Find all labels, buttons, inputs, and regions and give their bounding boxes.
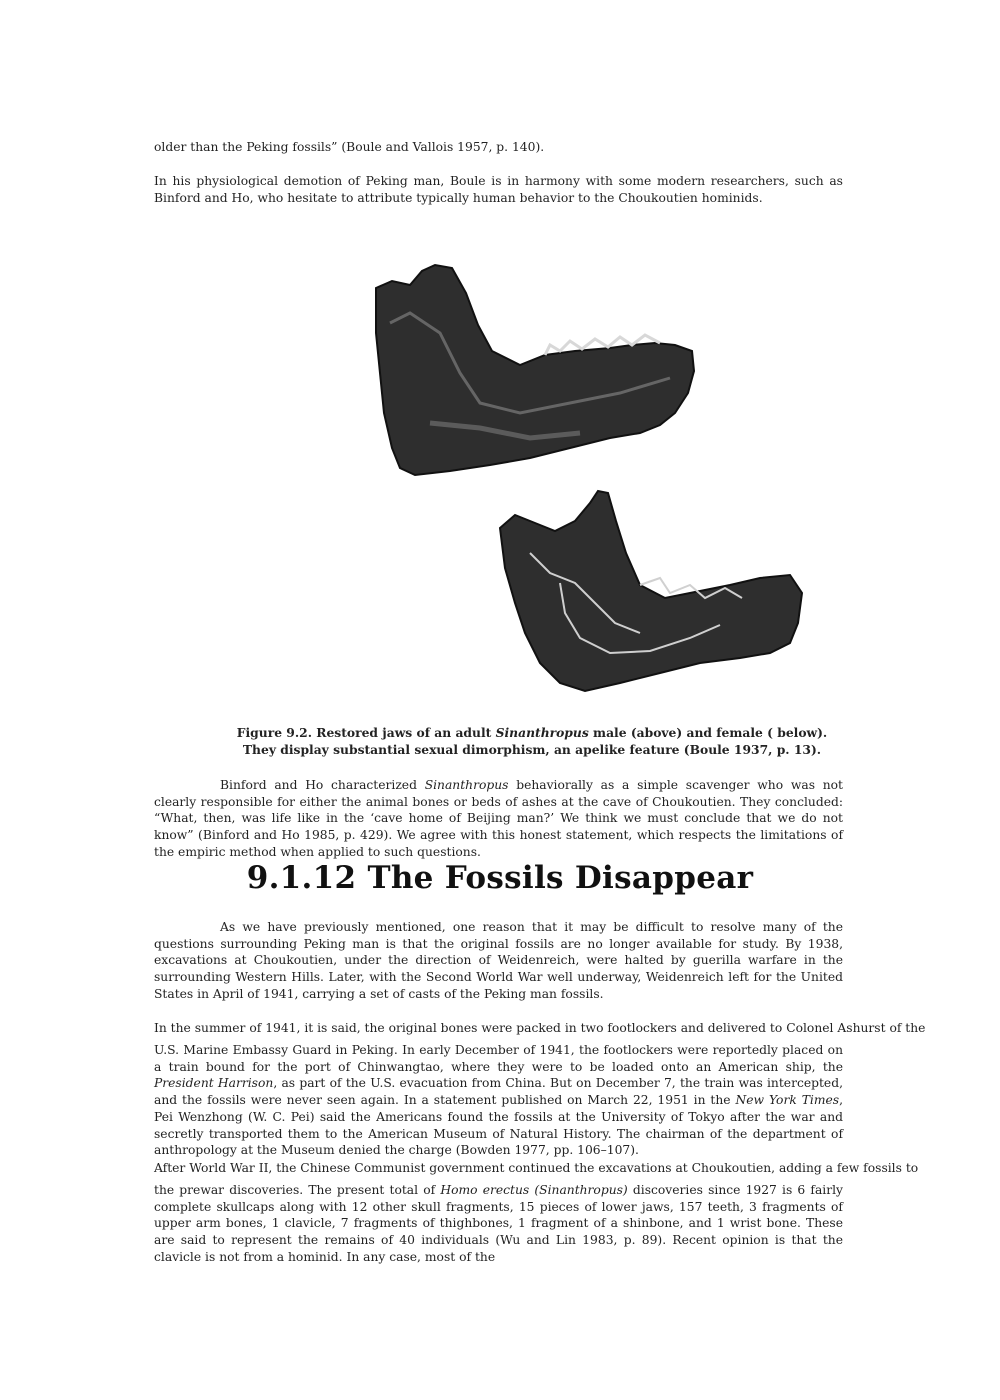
paragraph-postwar-body: the prewar discoveries. The present total of Homo erectus (Sinanthropus) discoveries since 1927 is 6 fairly complete skullcaps along with 12 other skull fragments, 15 pieces of lower jaws, 157 teeth, 3 fragments of upper arm bones, 1 clavicle, 7 fragments of thighbones, 1 fragment of a shinbone, and 1 wrist bone. These are said to represent the remains of 40 individuals (Wu and Lin 1983, p. 89). Recent opinion is that the clavicle is not from a hominid. In any case, most of the xyxy=(154,1183,843,1264)
paragraph-fossils-unavailable: As we have previously mentioned, one reason that it may be difficult to resolve many of the questions surrounding Peking man is that the original fossils are no longer available for study. By 1938, excavations at Choukoutien, under the direction of Weidenreich, were halted by guerilla warfare in the surrounding Western Hills. Later, with the Second World War well underway, Weidenreich left for the United States in April of 1941, carrying a set of casts of the Peking man fossils. xyxy=(154,920,843,1001)
paragraph-footlockers-body: U.S. Marine Embassy Guard in Peking. In early December of 1941, the footlockers were reportedly placed on a train bound for the port of Chinwangtao, where they were to be loaded onto an American ship, the President Harrison, as part of the U.S. evacuation from China. But on December 7, the train was intercepted, and the fossils were never seen again. In a statement published on March 22, 1951 in the New York Times, Pei Wenzhong (W. C. Pei) said the Americans found the fossils at the University of Tokyo after the war and secretly transported them to the American Museum of Natural History. The chairman of the department of anthropology at the Museum denied the charge (Bowden 1977, pp. 106–107). xyxy=(154,1043,844,1158)
section-heading: 9.1.12 The Fossils Disappear xyxy=(246,860,754,896)
paragraph-postwar-first-line: After World War II, the Chinese Communist government continued the excavations at Choukoutien, adding a few fossils to xyxy=(154,1161,919,1175)
paragraph-continuation: older than the Peking fossils” (Boule and Vallois 1957, p. 140). xyxy=(154,140,545,154)
paragraph-footlockers-first-line: In the summer of 1941, it is said, the original bones were packed in two footlockers and delivered to Colonel Ashurst of the xyxy=(154,1021,926,1035)
figure-caption: Figure 9.2. Restored jaws of an adult Sinanthropus male (above) and female ( below). They display substantial sexual dimorphism, an apelike feature (Boule 1937, p. 13). xyxy=(236,725,828,757)
paragraph-boule-demotion: In his physiological demotion of Peking man, Boule is in harmony with some modern researchers, such as Binford and Ho, who hesitate to attribute typically human behavior to the Choukoutien hominids. xyxy=(154,174,843,205)
figure-jaws-image xyxy=(370,253,805,705)
restored-jaws-illustration xyxy=(370,253,805,705)
male-jaw-icon xyxy=(370,253,700,483)
paragraph-binford-ho: Binford and Ho characterized Sinanthropus behaviorally as a simple scavenger who was not clearly responsible for either the animal bones or beds of ashes at the cave of Choukoutien. They concluded: “What, then, was life like in the ‘cave home of Beijing man?’ We think we must conclude that we do not know” (Binford and Ho 1985, p. 429). We agree with this honest statement, which respects the limitations of the empiric method when applied to such questions. xyxy=(154,778,843,859)
female-jaw-icon xyxy=(500,491,802,691)
